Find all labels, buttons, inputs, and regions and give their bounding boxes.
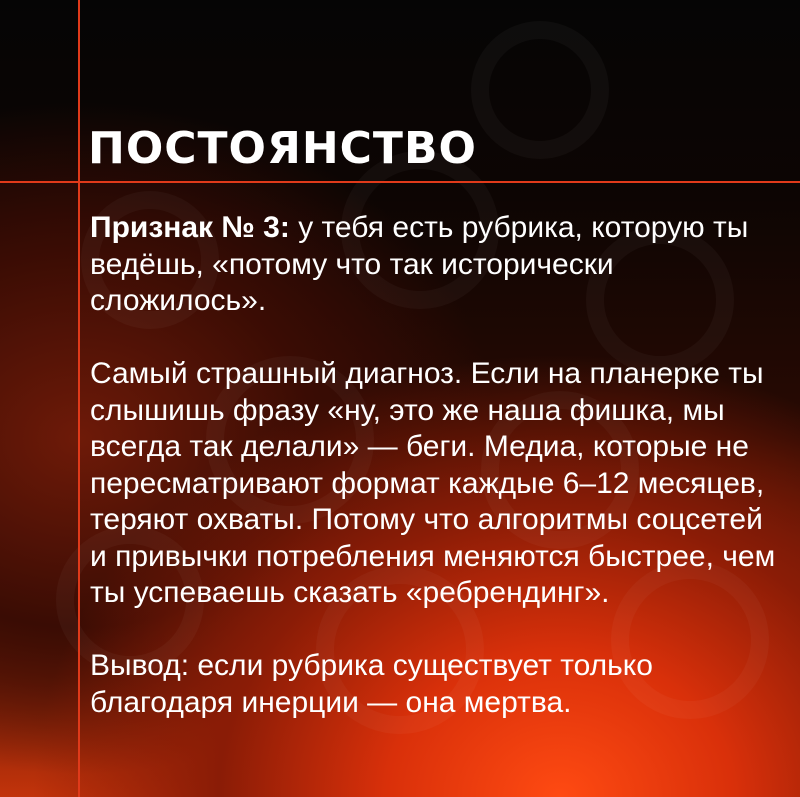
paragraph-sign — [90, 210, 780, 320]
horizontal-accent-line — [0, 181, 800, 183]
sign-label: Признак № 3: — [90, 211, 290, 244]
vertical-accent-line — [78, 0, 80, 797]
paragraph-diagnosis: Самый страшный диагноз. Если на планерке ты слышишь фразу «ну, это же наша фишка, мы всегда так делали» — беги. Медиа, которые не пересматривают формат каждые 6–12 месяцев, теряют охваты. Потому что алгоритмы соцсетей и привычки потребления меняются быстрее, чем ты успеваешь сказать «ребрендинг». — [90, 357, 776, 609]
slide-body — [90, 210, 780, 721]
paragraph-conclusion: Вывод: если рубрика существует только благодаря инерции — она мертва. — [90, 649, 653, 719]
slide-title: ПОСТОЯНСТВО — [88, 123, 477, 174]
sign-text: у тебя есть рубрика, которую ты ведёшь, «потому что так исторически сложилось». — [90, 211, 749, 317]
